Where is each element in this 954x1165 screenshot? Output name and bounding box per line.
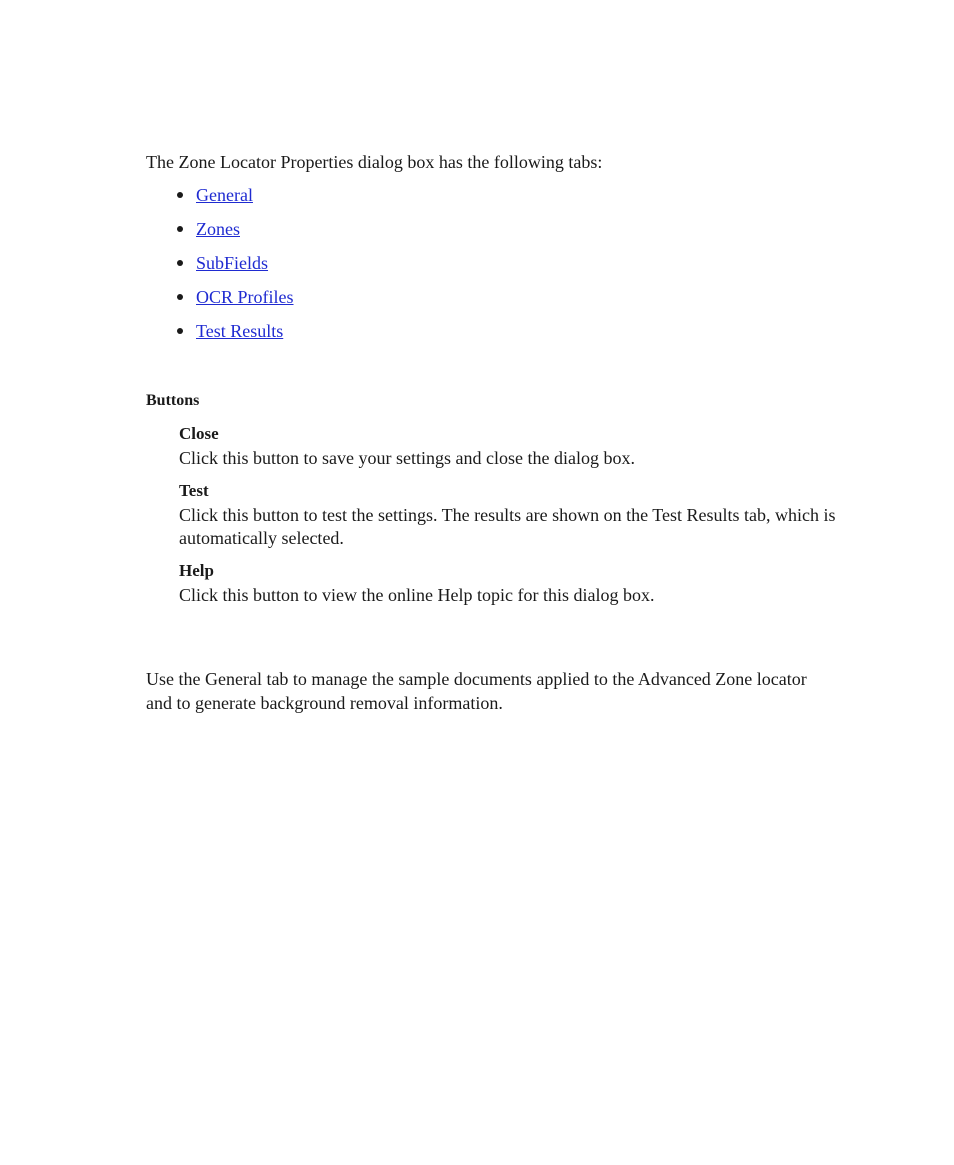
bullet-icon xyxy=(177,260,183,266)
buttons-description-list xyxy=(179,422,836,607)
tab-list-item-ocr-profiles xyxy=(173,285,836,309)
document-page xyxy=(146,150,836,715)
close-button-entry xyxy=(179,422,836,470)
bullet-icon xyxy=(177,328,183,334)
help-button-description: Click this button to view the online Help topic for this dialog box. xyxy=(179,585,655,605)
bullet-icon xyxy=(177,294,183,300)
close-button-description: Click this button to save your settings and close the dialog box. xyxy=(179,448,635,468)
tab-list-item-zones xyxy=(173,217,836,241)
test-button-entry xyxy=(179,479,836,550)
bullet-icon xyxy=(177,226,183,232)
test-results-tab-link[interactable]: Test Results xyxy=(196,321,284,341)
tab-list-item-general xyxy=(173,183,836,207)
ocr-profiles-tab-link[interactable]: OCR Profiles xyxy=(196,287,294,307)
general-tab-link[interactable]: General xyxy=(196,185,253,205)
close-button-title: Close xyxy=(179,424,219,443)
buttons-heading: Buttons xyxy=(146,392,200,409)
help-button-entry xyxy=(179,559,836,607)
intro-text: The Zone Locator Properties dialog box has the following tabs: xyxy=(146,152,603,172)
tab-list-item-test-results xyxy=(173,319,836,343)
test-button-description: Click this button to test the settings. The results are shown on the Test Results tab, which is automatically selected. xyxy=(179,505,836,548)
zones-tab-link[interactable]: Zones xyxy=(196,219,240,239)
test-button-title: Test xyxy=(179,481,209,500)
subfields-tab-link[interactable]: SubFields xyxy=(196,253,269,273)
tab-link-list xyxy=(146,183,836,343)
help-button-title: Help xyxy=(179,561,214,580)
bullet-icon xyxy=(177,192,183,198)
general-tab-paragraph: Use the General tab to manage the sample documents applied to the Advanced Zone locator and to generate background removal information. xyxy=(146,669,807,713)
tab-list-item-subfields xyxy=(173,251,836,275)
